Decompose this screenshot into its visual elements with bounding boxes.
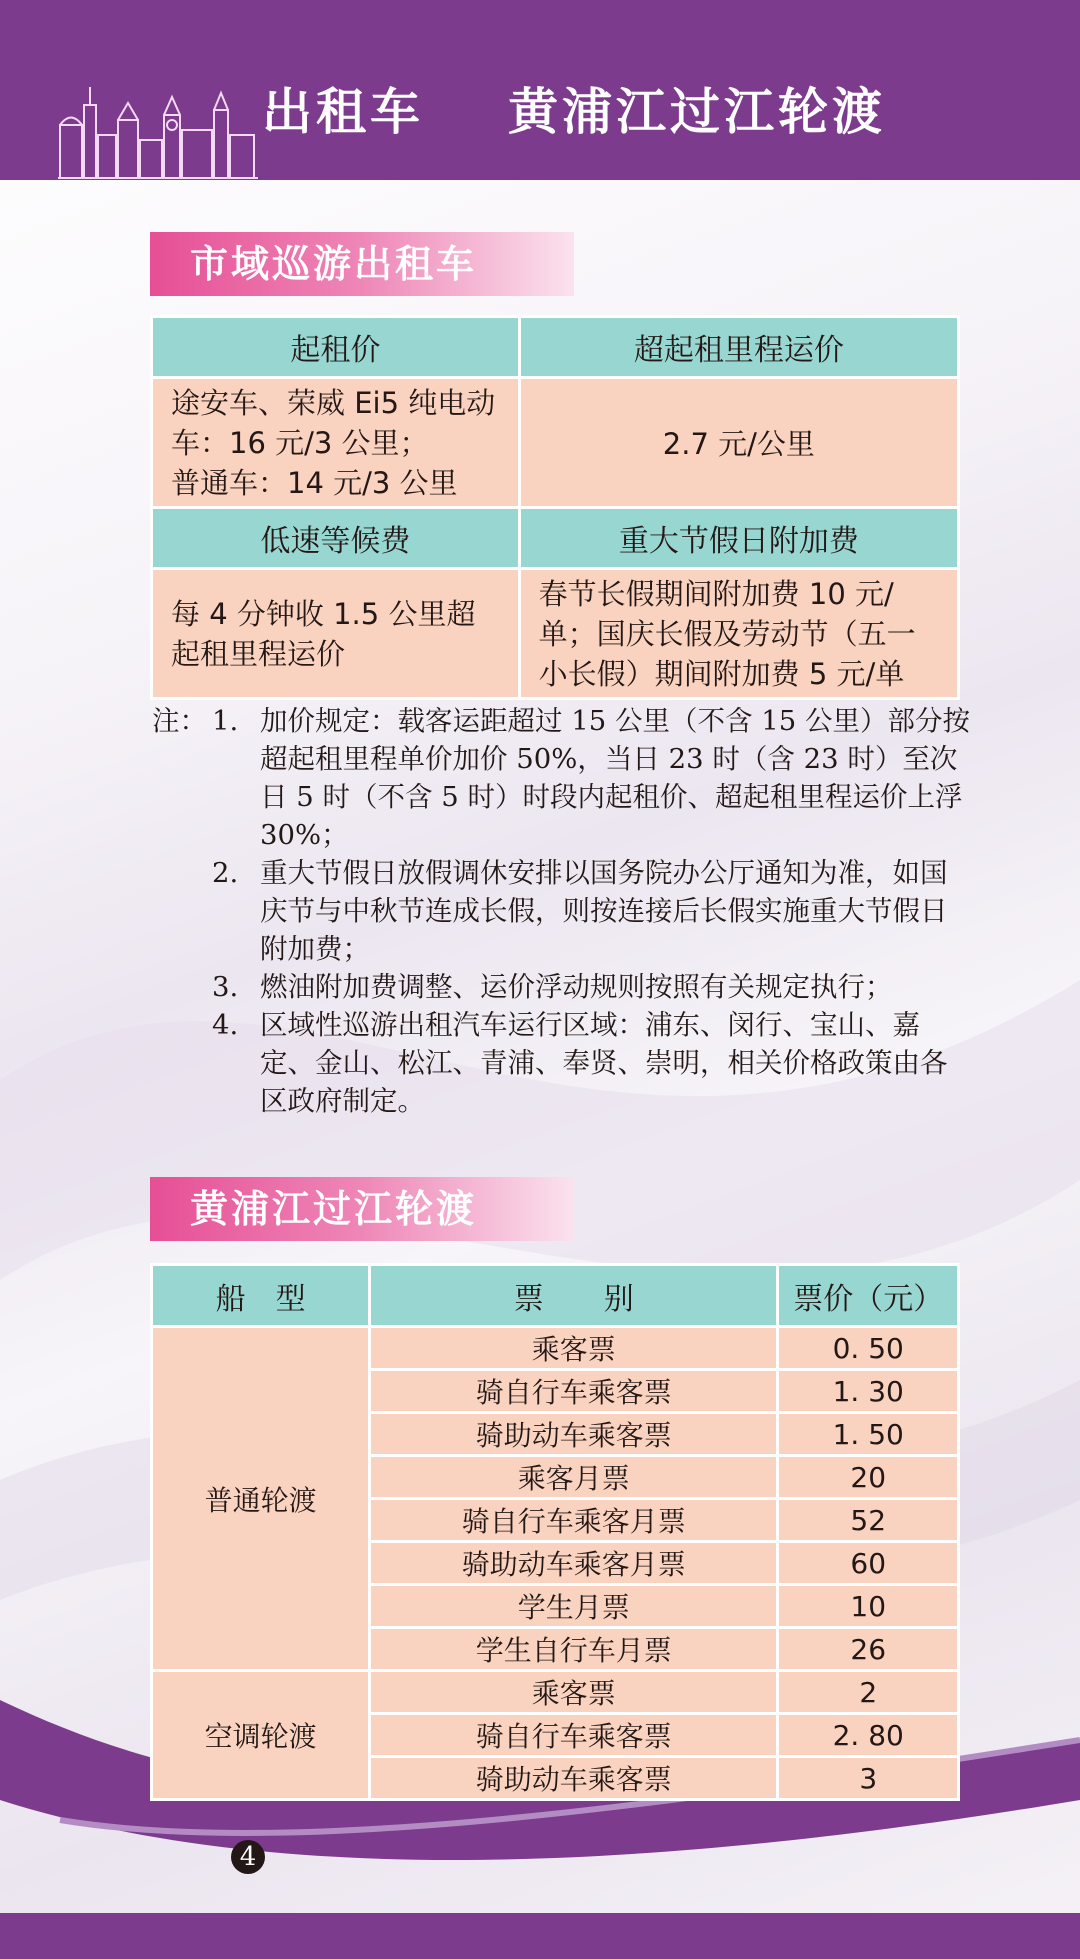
note-text: 加价规定：载客运距超过 15 公里（不含 15 公里）部分按超起租里程单价加价 50%，当日 23 时（含 23 时）至次日 5 时（不含 5 时）时段内起租价、超起租里程运价上浮 30%； [260,705,970,851]
base-fare-cell [152,378,520,508]
ticket-cell: 学生月票 [370,1585,778,1628]
note-number: 2. [212,857,239,889]
ticket-cell: 骑自行车乘客票 [370,1714,778,1757]
note-text: 燃油附加费调整、运价浮动规则按照有关规定执行； [260,971,893,1003]
holiday-fee-line: 单；国庆长假及劳动节（五一 [538,616,916,651]
note-text: 区域性巡游出租汽车运行区域：浦东、闵行、宝山、嘉定、金山、松江、青浦、奉贤、崇明，相关价格政策由各区政府制定。 [260,1009,948,1117]
section-title-taxi: 市域巡游出租车 [150,232,574,296]
price-cell: 1. 30 [778,1370,959,1413]
ticket-cell: 乘客票 [370,1671,778,1714]
waiting-fee-line: 起租里程运价 [171,636,346,671]
page-header [0,0,1080,180]
header-base-fare: 起租价 [152,317,520,378]
table-row [152,1671,959,1714]
taxi-notes [152,702,972,1120]
ticket-cell: 骑助动车乘客月票 [370,1542,778,1585]
table-row [152,1327,959,1370]
taxi-fare-table [150,315,960,700]
header-waiting-fee: 低速等候费 [152,508,520,569]
ticket-cell: 骑自行车乘客月票 [370,1499,778,1542]
note-item [152,702,972,854]
note-item [152,968,972,1006]
price-cell: 3 [778,1757,959,1800]
holiday-fee-cell [519,569,958,699]
ticket-cell: 学生自行车月票 [370,1628,778,1671]
header-title-taxi: 出租车 [262,83,424,141]
price-cell: 26 [778,1628,959,1671]
price-cell: 0. 50 [778,1327,959,1370]
header-extra-fare: 超起租里程运价 [519,317,958,378]
boat-type-cell: 普通轮渡 [152,1327,370,1671]
note-item [152,1006,972,1120]
base-fare-line: 普通车：14 元/3 公里 [171,465,458,500]
base-fare-line: 车：16 元/3 公里； [171,425,429,460]
header-price: 票价（元） [778,1265,959,1327]
price-cell: 2 [778,1671,959,1714]
ticket-cell: 骑助动车乘客票 [370,1413,778,1456]
header-boat-type: 船 型 [152,1265,370,1327]
note-text: 重大节假日放假调休安排以国务院办公厅通知为准，如国庆节与中秋节连成长假，则按连接后长假实施重大节假日附加费； [260,857,948,965]
price-cell: 20 [778,1456,959,1499]
extra-fare-cell: 2.7 元/公里 [519,378,958,508]
price-cell: 1. 50 [778,1413,959,1456]
note-number: 3. [212,971,239,1003]
price-cell: 2. 80 [778,1714,959,1757]
city-skyline-icon [58,85,258,180]
ferry-fare-table [150,1263,960,1801]
holiday-fee-line: 春节长假期间附加费 10 元/ [538,576,894,611]
waiting-fee-cell [152,569,520,699]
price-cell: 52 [778,1499,959,1542]
ticket-cell: 乘客月票 [370,1456,778,1499]
price-cell: 60 [778,1542,959,1585]
section-title-ferry: 黄浦江过江轮渡 [150,1177,574,1241]
header-holiday-fee: 重大节假日附加费 [519,508,958,569]
note-item [152,854,972,968]
ticket-cell: 骑助动车乘客票 [370,1757,778,1800]
header-ticket-type: 票 别 [370,1265,778,1327]
notes-prefix: 注： [152,705,207,737]
ticket-cell: 乘客票 [370,1327,778,1370]
note-number: 4. [212,1009,239,1041]
price-cell: 10 [778,1585,959,1628]
ticket-cell: 骑自行车乘客票 [370,1370,778,1413]
waiting-fee-line: 每 4 分钟收 1.5 公里超 [171,596,476,631]
boat-type-cell: 空调轮渡 [152,1671,370,1800]
base-fare-line: 途安车、荣威 Ei5 纯电动 [171,385,496,420]
page-number: 4 [231,1840,265,1874]
note-number: 1. [212,705,239,737]
header-title-ferry: 黄浦江过江轮渡 [508,83,886,141]
holiday-fee-line: 小长假）期间附加费 5 元/单 [538,656,905,691]
footer-bar [0,1913,1080,1959]
